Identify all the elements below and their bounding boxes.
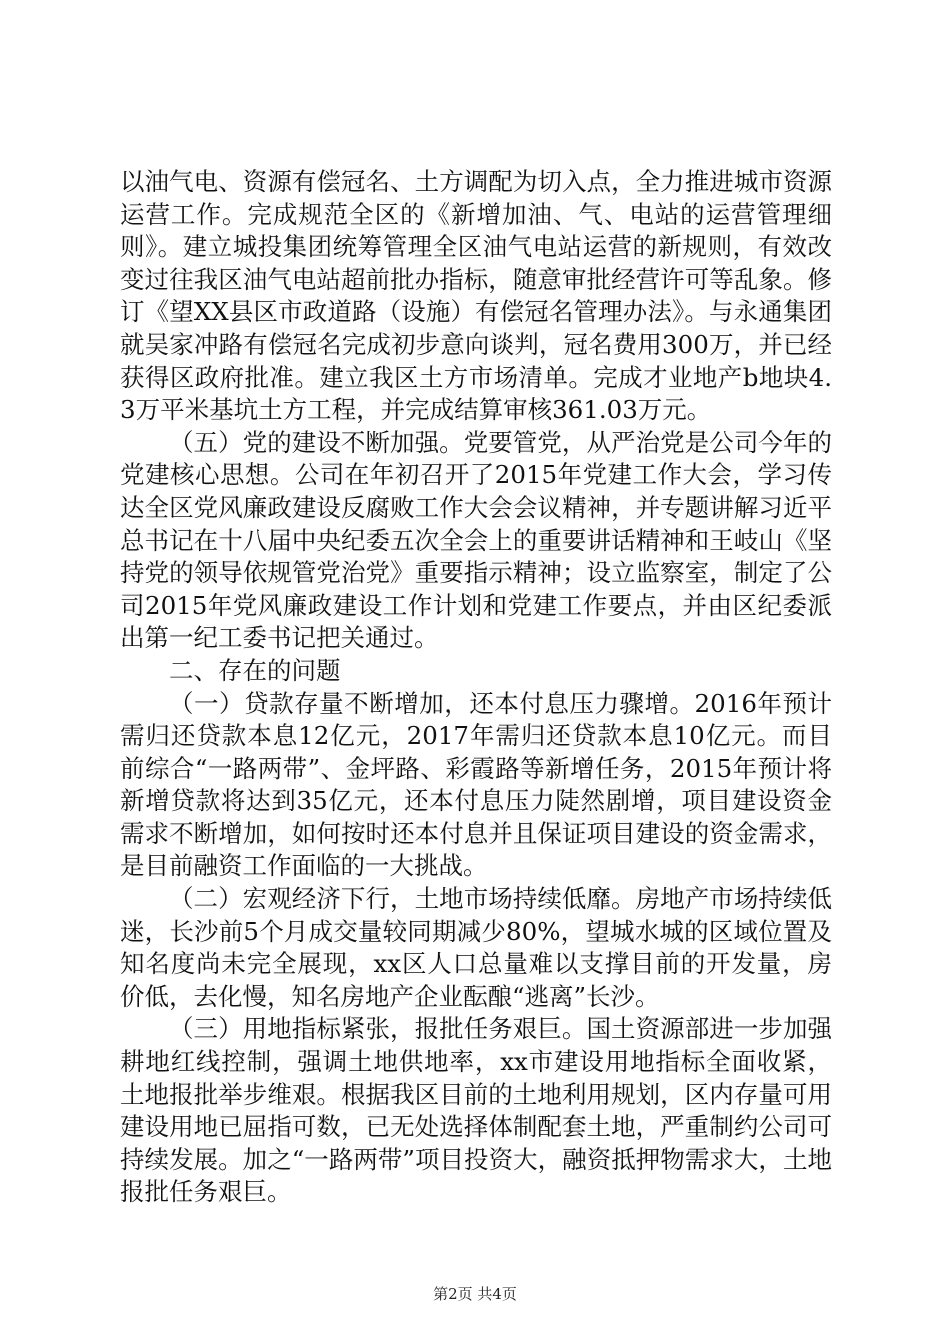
paragraph-land-quota: （三）用地指标紧张，报批任务艰巨。国土资源部进一步加强耕地红线控制，强调土地供地率，xx市建设用地指标全面收紧，土地报批举步维艰。根据我区目前的土地利用规划，区内存量可用建设用地已屈指可数，已无处选择体制配套土地，严重制约公司可持续发展。加之“一路两带”项目投资大，融资抵押物需求大，土地报批任务艰巨。 — [120, 1014, 832, 1207]
paragraph-land-market: （二）宏观经济下行，土地市场持续低靡。房地产市场持续低迷，长沙前5个月成交量较同期减少80%，望城水城的区域位置及知名度尚未完全展现，xx区人口总量难以支撑目前的开发量，房价低，去化慢，知名房地产企业酝酿“逃离”长沙。 — [120, 884, 832, 1011]
section-heading-problems: 二、存在的问题 — [169, 655, 341, 685]
page-footer: 第2页 共4页 — [433, 1285, 517, 1303]
document-body — [120, 166, 832, 1209]
paragraph-party-building: （五）党的建设不断加强。党要管党，从严治党是公司今年的党建核心思想。公司在年初召开了2015年党建工作大会，学习传达全区党风廉政建设反腐败工作大会会议精神，并专题讲解习近平总书记在十八届中央纪委五次全会上的重要讲话精神和王岐山《坚持党的领导依规管党治党》重要指示精神；设立监察室，制定了公司2015年党风廉政建设工作计划和党建工作要点，并由区纪委派出第一纪工委书记把关通过。 — [120, 427, 832, 653]
paragraph-loan-pressure: （一）贷款存量不断增加，还本付息压力骤增。2016年预计需归还贷款本息12亿元，2017年需归还贷款本息10亿元。而目前综合“一路两带”、金坪路、彩霞路等新增任务，2015年预计将新增贷款将达到35亿元，还本付息压力陡然剧增，项目建设资金需求不断增加，如何按时还本付息并且保证项目建设的资金需求，是目前融资工作面临的一大挑战。 — [120, 688, 832, 881]
paragraph-resource-operation: 以油气电、资源有偿冠名、土方调配为切入点，全力推进城市资源运营工作。完成规范全区的《新增加油、气、电站的运营管理细则》。建立城投集团统筹管理全区油气电站运营的新规则，有效改变过往我区油气电站超前批办指标，随意审批经营许可等乱象。修订《望XX县区市政道路（设施）有偿冠名管理办法》。与永通集团就吴家冲路有偿冠名完成初步意向谈判，冠名费用300万，并已经获得区政府批准。建立我区土方市场清单。完成才业地产b地块4.3万平米基坑土方工程，并完成结算审核361.03万元。 — [120, 167, 832, 425]
